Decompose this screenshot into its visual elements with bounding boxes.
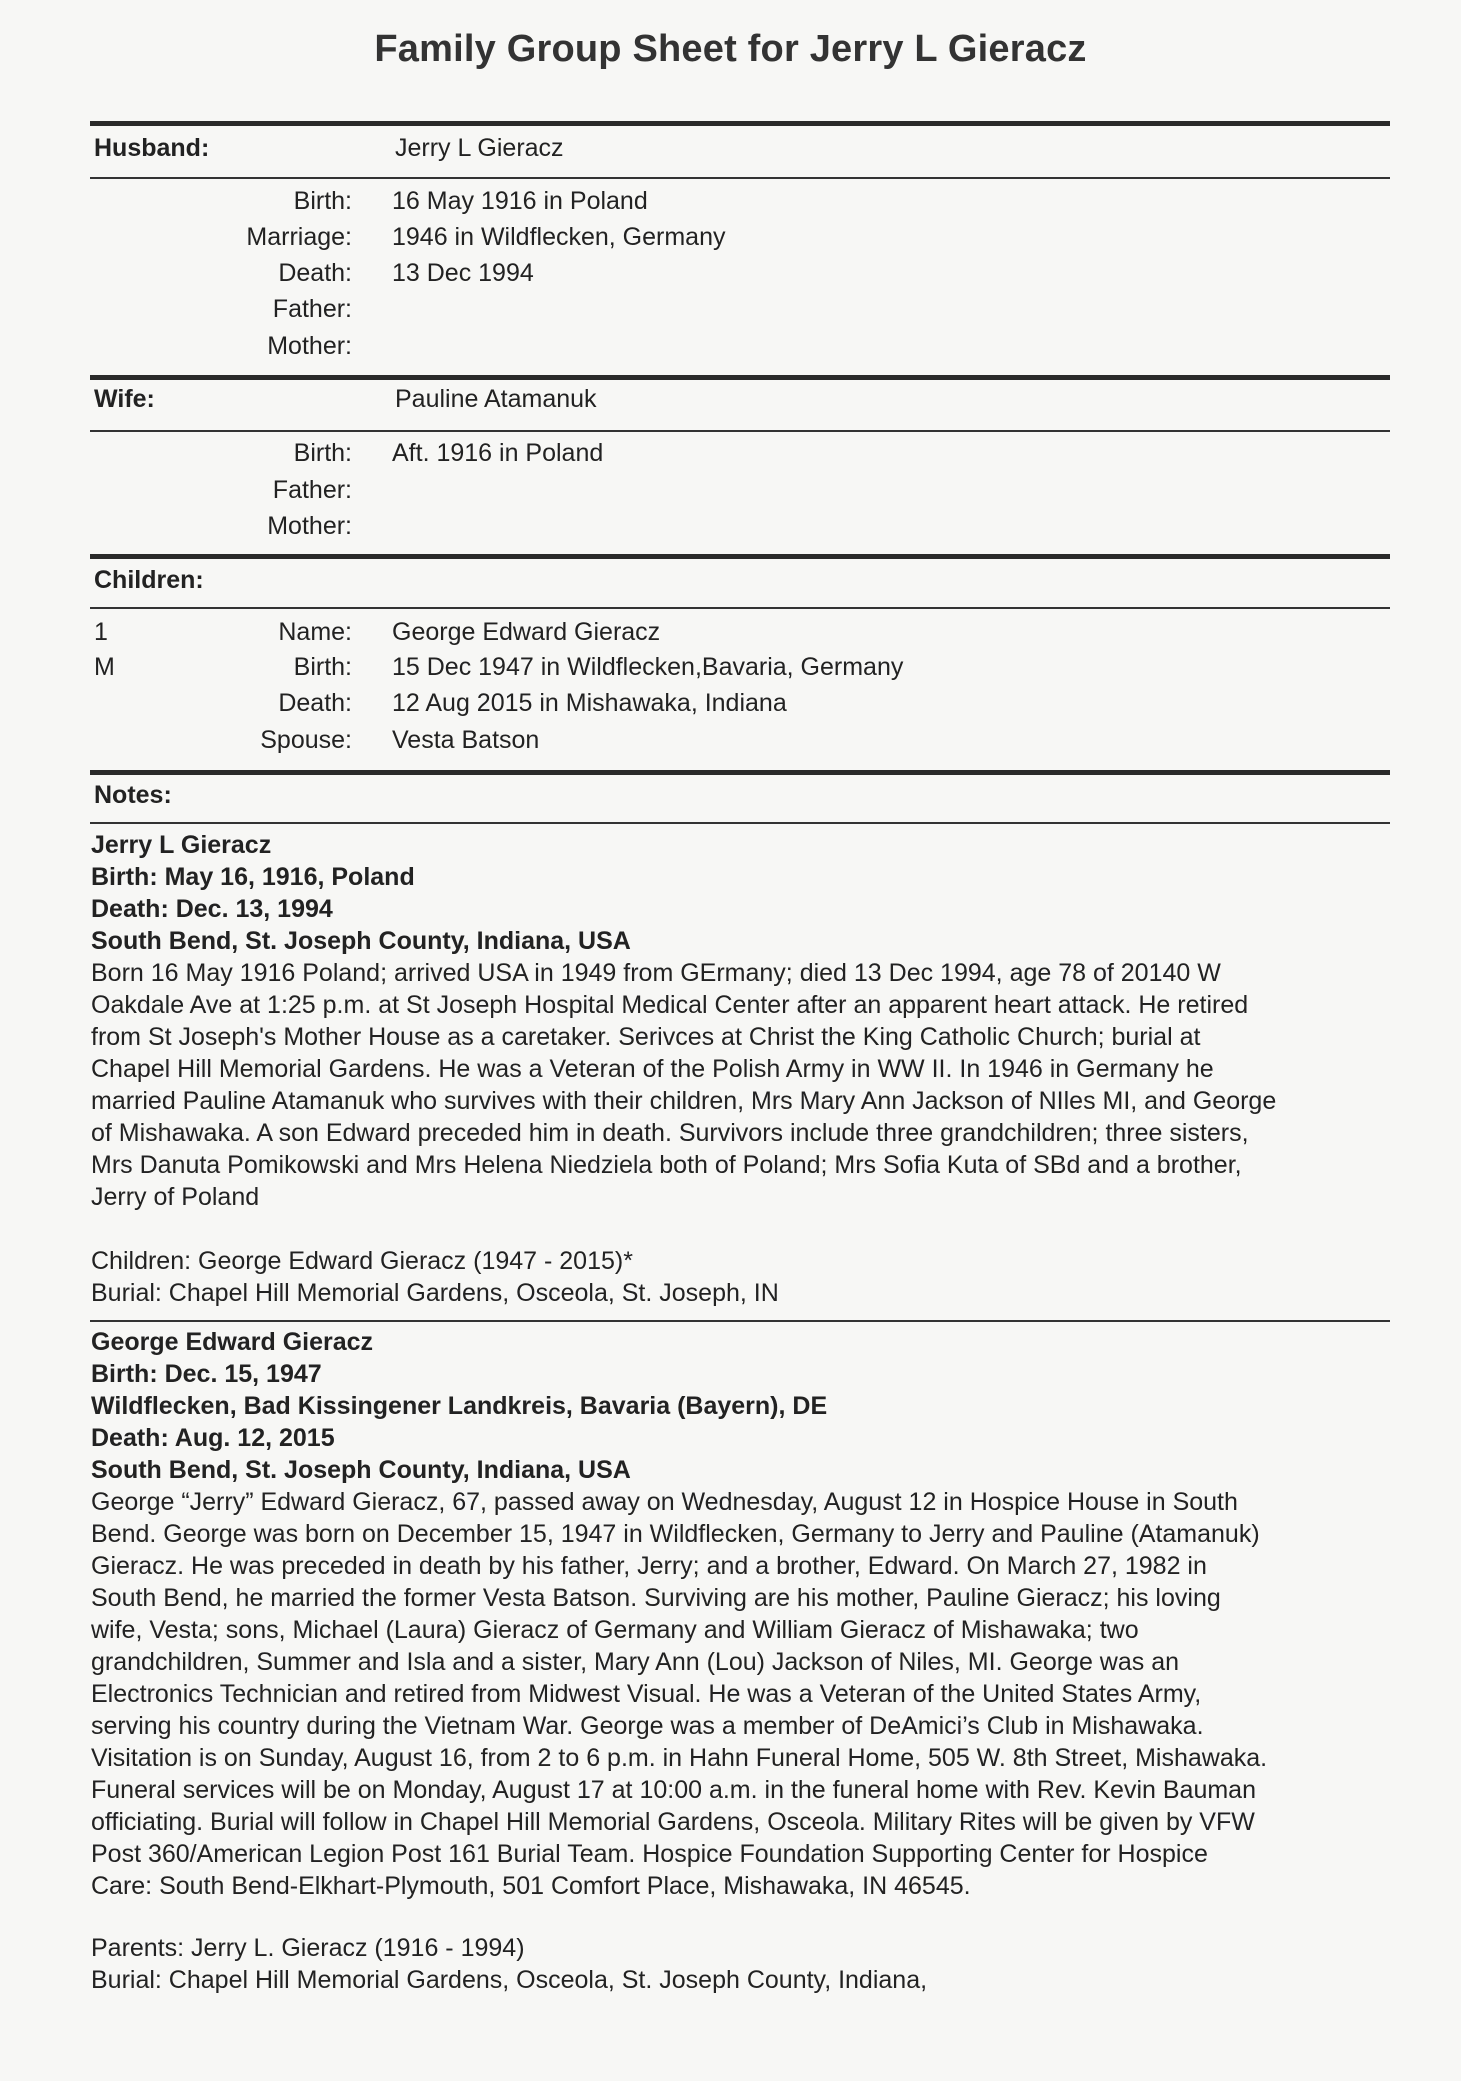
note-text-line: serving his country during the Vietnam War. George was a member of DeAmici’s Club in Mishawaka. [91, 1712, 1204, 1740]
child-name-value: George Edward Gieracz [392, 618, 661, 646]
husband-marriage-label: Marriage: [246, 223, 352, 251]
wife-name: Pauline Atamanuk [395, 385, 597, 413]
section-divider [90, 770, 1390, 775]
divider [90, 1320, 1390, 1322]
child-spouse-value: Vesta Batson [392, 726, 540, 754]
note-parents-line: Parents: Jerry L. Gieracz (1916 - 1994) [91, 1934, 525, 1962]
wife-header: Wife: [94, 385, 155, 413]
notes-header: Notes: [94, 781, 172, 809]
note-text-line: wife, Vesta; sons, Michael (Laura) Gieracz of Germany and William Gieracz of Mishawaka; two [91, 1616, 1139, 1644]
child-name-label: Name: [278, 618, 352, 646]
note-text-line: Gieracz. He was preceded in death by his father, Jerry; and a brother, Edward. On March 27, 1982 in [91, 1552, 1207, 1580]
note-heading: South Bend, St. Joseph County, Indiana, USA [91, 927, 631, 955]
husband-name: Jerry L Gieracz [395, 134, 564, 162]
children-header: Children: [94, 566, 204, 594]
wife-birth-value: Aft. 1916 in Poland [392, 439, 604, 467]
section-divider [90, 554, 1390, 559]
divider [90, 430, 1390, 432]
note-text-line: Bend. George was born on December 15, 1947 in Wildflecken, Germany to Jerry and Pauline (Atamanuk) [91, 1520, 1260, 1548]
note-text-line: Oakdale Ave at 1:25 p.m. at St Joseph Hospital Medical Center after an apparent heart attack. He retired [91, 991, 1249, 1019]
note-text-line: married Pauline Atamanuk who survives with their children, Mrs Mary Ann Jackson of NIles MI, and George [91, 1087, 1277, 1115]
note-text-line: Chapel Hill Memorial Gardens. He was a Veteran of the Polish Army in WW II. In 1946 in Germany he [91, 1055, 1214, 1083]
note-heading: Birth: Dec. 15, 1947 [91, 1360, 322, 1388]
child-spouse-label: Spouse: [260, 726, 352, 754]
note-heading: South Bend, St. Joseph County, Indiana, USA [91, 1456, 631, 1484]
divider [90, 607, 1390, 609]
note-text-line: Jerry of Poland [91, 1183, 260, 1211]
note-text-line: Electronics Technician and retired from Midwest Visual. He was a Veteran of the United States Army, [91, 1680, 1202, 1708]
divider [90, 822, 1390, 824]
section-divider [90, 121, 1390, 126]
note-text-line: Post 360/American Legion Post 161 Burial Team. Hospice Foundation Supporting Center for Hospice [91, 1840, 1208, 1868]
husband-birth-label: Birth: [293, 187, 352, 215]
note-heading: Birth: May 16, 1916, Poland [91, 863, 415, 891]
divider [90, 177, 1390, 179]
child-birth-value: 15 Dec 1947 in Wildflecken,Bavaria, Germany [392, 653, 904, 681]
note-heading: Death: Dec. 13, 1994 [91, 895, 333, 923]
note-text-line: George “Jerry” Edward Gieracz, 67, passed away on Wednesday, August 12 in Hospice House in South [91, 1488, 1238, 1516]
note-text-line: officiating. Burial will follow in Chapel Hill Memorial Gardens, Osceola. Military Rites will be given by VFW [91, 1808, 1255, 1836]
note-george [91, 1326, 1391, 1902]
page-title: Family Group Sheet for Jerry L Gieracz [374, 28, 1087, 70]
husband-header: Husband: [94, 134, 210, 162]
note-jerry-footer [91, 1245, 1391, 1309]
note-heading: George Edward Gieracz [91, 1328, 374, 1356]
husband-father-label: Father: [272, 295, 352, 323]
note-text-line: from St Joseph's Mother House as a caretaker. Serivces at Christ the King Catholic Church; burial at [91, 1023, 1201, 1051]
note-burial-line: Burial: Chapel Hill Memorial Gardens, Osceola, St. Joseph County, Indiana, [91, 1966, 928, 1994]
note-children-line: Children: George Edward Gieracz (1947 - 2015)* [91, 1247, 633, 1275]
child-death-label: Death: [278, 689, 352, 717]
child-sex: M [94, 653, 115, 681]
child-number: 1 [94, 618, 108, 646]
husband-mother-label: Mother: [267, 332, 352, 360]
note-text-line: South Bend, he married the former Vesta Batson. Surviving are his mother, Pauline Gieracz; his loving [91, 1584, 1221, 1612]
wife-mother-label: Mother: [267, 512, 352, 540]
note-text-line: Care: South Bend-Elkhart-Plymouth, 501 Comfort Place, Mishawaka, IN 46545. [91, 1872, 971, 1900]
note-text-line: Mrs Danuta Pomikowski and Mrs Helena Niedziela both of Poland; Mrs Sofia Kuta of SBd and a brother, [91, 1151, 1242, 1179]
child-death-value: 12 Aug 2015 in Mishawaka, Indiana [392, 689, 787, 717]
note-heading: Death: Aug. 12, 2015 [91, 1424, 335, 1452]
wife-father-label: Father: [272, 476, 352, 504]
note-heading: Jerry L Gieracz [91, 831, 272, 859]
note-text-line: of Mishawaka. A son Edward preceded him in death. Survivors include three grandchildren; three sisters, [91, 1119, 1249, 1147]
note-text-line: Visitation is on Sunday, August 16, from 2 to 6 p.m. in Hahn Funeral Home, 505 W. 8th Street, Mishawaka. [91, 1744, 1268, 1772]
note-george-footer [91, 1932, 1391, 1996]
child-birth-label: Birth: [293, 653, 352, 681]
husband-death-value: 13 Dec 1994 [392, 259, 534, 287]
note-text-line: grandchildren, Summer and Isla and a sister, Mary Ann (Lou) Jackson of Niles, MI. George was an [91, 1648, 1180, 1676]
wife-birth-label: Birth: [293, 439, 352, 467]
note-text-line: Funeral services will be on Monday, August 17 at 10:00 a.m. in the funeral home with Rev. Kevin Bauman [91, 1776, 1256, 1804]
husband-death-label: Death: [278, 259, 352, 287]
section-divider [90, 375, 1390, 380]
note-text-line: Born 16 May 1916 Poland; arrived USA in 1949 from GErmany; died 13 Dec 1994, age 78 of 20140 W [91, 959, 1221, 987]
note-jerry [91, 829, 1391, 1213]
note-burial-line: Burial: Chapel Hill Memorial Gardens, Osceola, St. Joseph, IN [91, 1279, 779, 1307]
note-heading: Wildflecken, Bad Kissingener Landkreis, Bavaria (Bayern), DE [91, 1392, 828, 1420]
husband-marriage-value: 1946 in Wildflecken, Germany [392, 223, 726, 251]
husband-birth-value: 16 May 1916 in Poland [392, 187, 648, 215]
